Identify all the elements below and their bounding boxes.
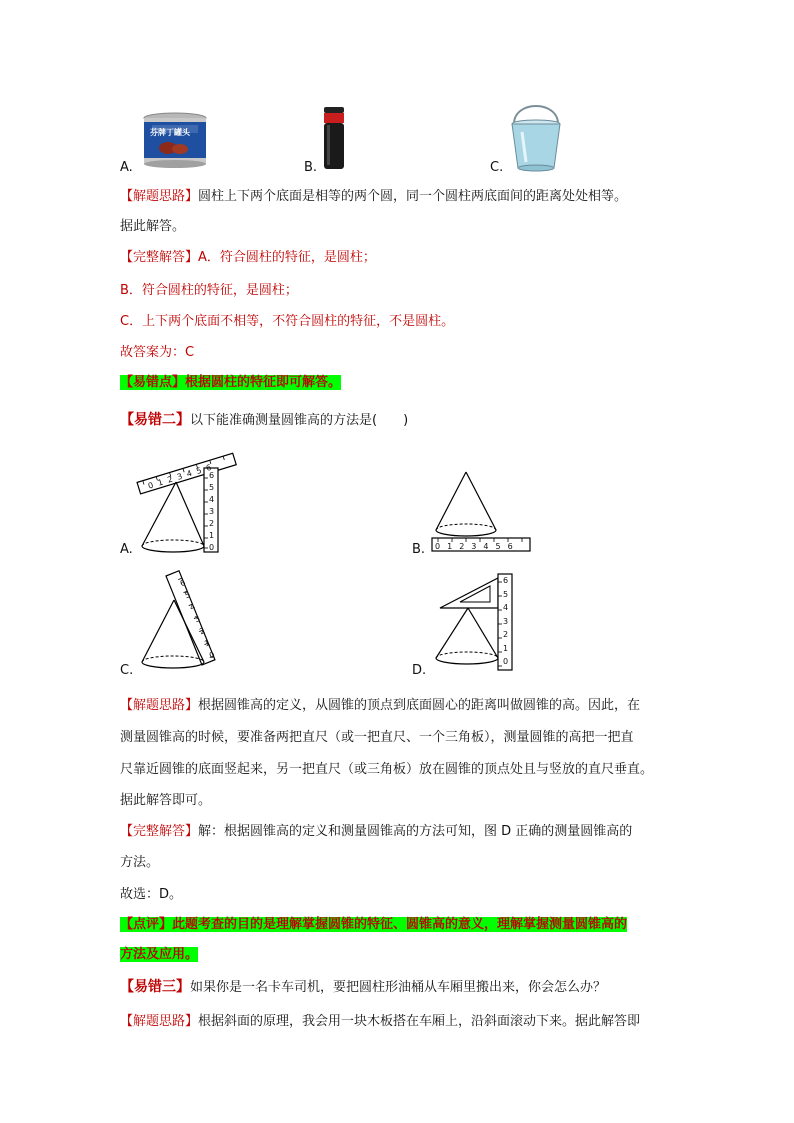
q3-question: 【易错三】如果你是一名卡车司机，要把圆柱形油桶从车厢里搬出来，你会怎么办？ [120,979,607,995]
q1-error-point: 【易错点】根据圆柱的特征即可解答。 [120,375,342,390]
can-image [142,112,208,168]
q2-tag: 【易错二】 [120,412,190,428]
option-c-label: C. [490,160,504,175]
ruler-digits-b: 0123456 [435,542,520,551]
cone-figure-a [138,450,248,560]
thermos-bottle-image [320,107,348,169]
q2-idea-line-1: 【解题思路】根据圆锥高的定义，从圆锥的顶点到底面圆心的距离叫做圆锥的高。因此，在 [120,698,641,713]
ruler-digits-d: 6 5 4 3 2 1 0 [503,576,509,666]
q3-tag: 【易错三】 [120,979,190,995]
q2-idea-line-4: 据此解答即可。 [120,793,212,808]
q1-answer-line-a: 【完整解答】A．符合圆柱的特征，是圆柱； [120,250,376,265]
answer-tag: 【完整解答】 [120,250,199,265]
q2-idea-line-3: 尺靠近圆锥的底面竖起来，另一把直尺（或三角板）放在圆锥的顶点处且与竖放的直尺垂直。 [120,762,654,777]
q2-comment-line-2: 方法及应用。 [120,947,199,962]
option-d-label-q2: D. [412,663,427,678]
q2-final-answer: 故选：D。 [120,887,183,902]
option-a-label-q2: A. [120,542,133,557]
option-b-label-q2: B. [412,542,426,557]
ruler-digits-c: 6 5 4 3 2 1 0 [178,577,217,661]
q2-answer-line-1: 【完整解答】解：根据圆锥高的定义和测量圆锥高的方法可知，图 D 正确的测量圆锥高的 [120,824,633,839]
q2-answer-tag: 【完整解答】 [120,824,199,839]
q2-comment-line-1: 【点评】此题考查的目的是理解掌握圆锥的特征、圆锥高的意义，理解掌握测量圆锥高的 [120,917,628,932]
ruler-digits-a-vertical: 0 1 2 3 4 5 6 [209,471,215,552]
q3-idea-tag: 【解题思路】 [120,1014,199,1029]
option-a-label: A. [120,160,133,175]
q2-idea-tag: 【解题思路】 [120,698,199,713]
q3-idea-line-1: 【解题思路】根据斜面的原理，我会用一块木板搭在车厢上，沿斜面滚动下来。据此解答即 [120,1014,641,1029]
q2-question: 【易错二】以下能准确测量圆锥高的方法是( ) [120,412,409,428]
q1-idea-line-1: 【解题思路】圆柱上下两个底面是相等的两个圆，同一个圆柱两底面间的距离处处相等。 [120,189,628,204]
q1-idea-line-2: 据此解答。 [120,219,186,234]
q1-answer-line-c: C．上下两个底面不相等，不符合圆柱的特征，不是圆柱。 [120,314,455,329]
can-label: 芬牌丁罐头 [150,128,190,137]
q2-answer-line-2: 方法。 [120,855,160,870]
q1-answer-line-b: B．符合圆柱的特征，是圆柱； [120,283,298,298]
q2-idea-line-2: 测量圆锥高的时候，要准备两把直尺（或一把直尺、一个三角板），测量圆锥的高把一把直 [120,730,634,745]
option-c-label-q2: C. [120,663,134,678]
cone-figure-c [138,572,222,676]
q1-final-answer: 故答案为：C [120,345,195,360]
bucket-image [508,100,564,172]
idea-tag: 【解题思路】 [120,189,199,204]
ruler-digits-a-horizontal: 0123456 [147,461,218,491]
option-b-label: B. [304,160,318,175]
